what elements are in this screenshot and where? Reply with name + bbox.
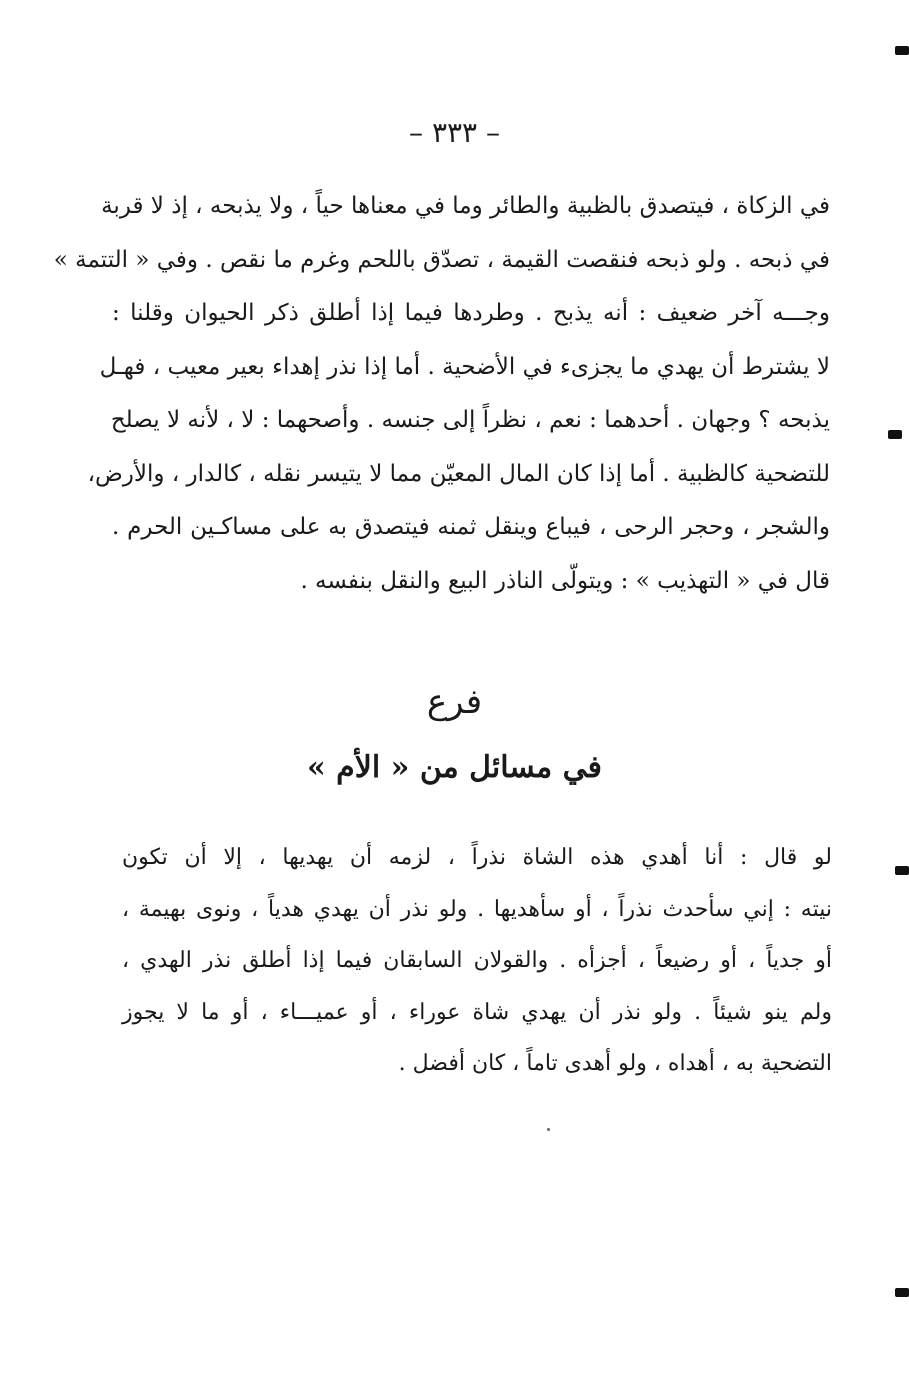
page-number: – ٣٣٣ –	[409, 116, 500, 149]
text-line: التضحية به ، أهداه ، ولو أهدى تاماً ، كان أفضل .	[398, 1051, 832, 1076]
text-line: لا يشترط أن يهدي ما يجزىء في الأضحية . أما إذا نذر إهداء بعير معيب ، فهـل	[99, 353, 830, 380]
margin-mark	[895, 46, 909, 55]
text-line: وجـــه آخر ضعيف : أنه يذبح . وطردها فيما إذا أطلق ذكر الحيوان وقلنا :	[112, 300, 830, 326]
text-line: نيته : إني سأحدث نذراً ، أو سأهديها . ولو نذر أن يهدي هدياً ، ونوى بهيمة ،	[122, 896, 832, 922]
text-line: ولم ينو شيئاً . ولو نذر أن يهدي شاة عوراء ، أو عميـــاء ، أو ما لا يجوز	[122, 999, 832, 1025]
text-line: للتضحية كالظبية . أما إذا كان المال المعيّن مما لا يتيسر نقله ، كالدار ، والأرض،	[87, 460, 830, 487]
text-line: يذبحه ؟ وجهان . أحدهما : نعم ، نظراً إلى جنسه . وأصحهما : لا ، لأنه لا يصلح	[110, 407, 830, 433]
text-line: قال في « التهذيب » : ويتولّى الناذر البيع والنقل بنفسه .	[300, 567, 830, 594]
margin-mark	[895, 866, 909, 875]
text-line: والشجر ، وحجر الرحى ، فيباع وينقل ثمنه فيتصدق به على مساكـين الحرم .	[112, 514, 830, 540]
scan-speck	[547, 1128, 550, 1131]
text-line: في الزكاة ، فيتصدق بالظبية والطائر وما في معناها حياً ، ولا يذبحه ، إذ لا قربة	[101, 193, 830, 219]
paragraph-2	[122, 832, 832, 1090]
text-line: أو جدياً ، أو رضيعاً ، أجزأه . والقولان السابقان فيما إذا أطلق نذر الهدي ،	[122, 948, 832, 973]
section-heading: فرع	[426, 682, 483, 722]
text-line: في ذبحه . ولو ذبحه فنقصت القيمة ، تصدّق باللحم وغرم ما نقص . وفي « التتمة »	[53, 246, 830, 273]
margin-mark	[895, 1288, 909, 1297]
text-line: لو قال : أنا أهدي هذه الشاة نذراً ، لزمه أن يهديها ، إلا أن تكون	[122, 845, 832, 870]
margin-mark	[888, 430, 902, 439]
section-subtitle: في مسائل من « الأم »	[306, 750, 603, 785]
paragraph-1	[53, 180, 830, 608]
